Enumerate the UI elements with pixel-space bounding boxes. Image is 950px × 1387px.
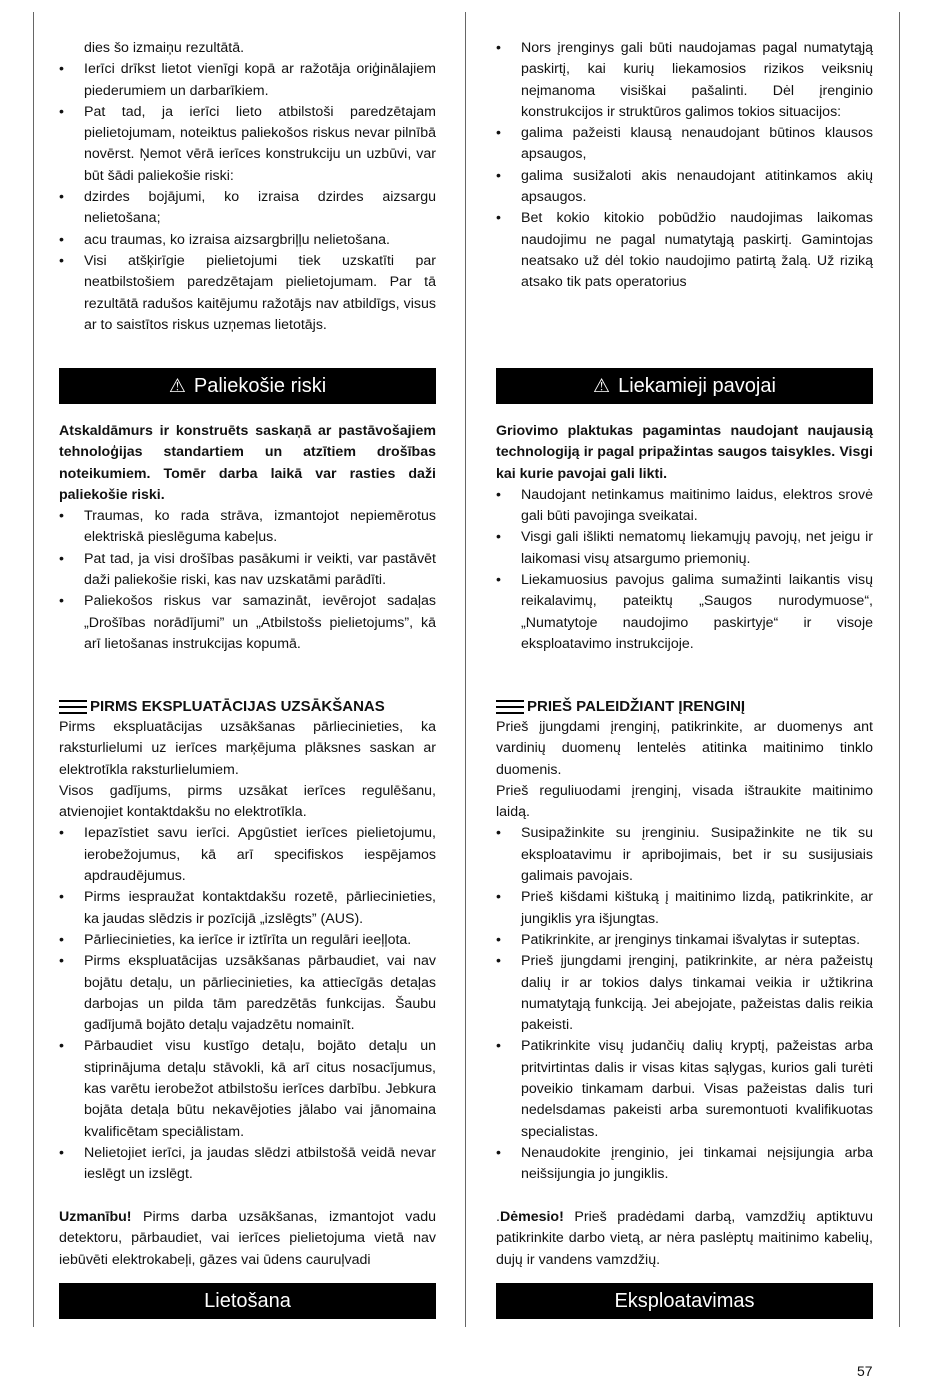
list-item: • Bet kokio kitokio pobūdžio naudojimas laikomas naudojimu ne pagal numatytąją paskirtį. Gamintojas neatsako už dėl tokio naudojimo patirtą žalą. Už riziką atsako tik pats operatorius [496,208,873,293]
section-heading [496,696,873,717]
list-item: • galima pažeisti klausą nenaudojant būtinos klausos apsaugos, [496,123,873,166]
left-intro [59,38,436,336]
section-paragraph: Visos gadījums, pirms uzsākat ierīces regulēšanu, atvienojiet kontaktdakšu no elektrotīkla. [59,782,436,821]
list-item: • Traumas, ko rada strāva, izmantojot nepiemērotus elektriskā pieslēguma kabeļus. [59,506,436,549]
list-item: • Pārliecinieties, ka ierīce ir iztīrīta un regulāri ieeļļota. [59,930,436,951]
residual-dangers-banner [496,368,873,404]
list-item: • galima susižaloti akis nenaudojant atitinkamos akių apsaugos. [496,166,873,209]
section-title: PRIEŠ PALEIDŽIANT ĮRENGINĮ [527,698,746,715]
warning-triangle-icon: ⚠ [593,376,611,397]
list-item: • Naudojant netinkamus maitinimo laidus, elektros srovė gali būti pavojinga sveikatai. [496,485,873,528]
section-list [496,823,873,1185]
list-item: • dzirdes bojājumi, ko izraisa dzirdes aizsargu nelietošana; [59,187,436,230]
list-item: • Patikrinkite visų judančių dalių kryptį, pažeistas arba pritvirtintas dalis ir visas kitas sąlygas, kurios gali turėti poveikio tinkamam darbui. Visas pažeistas dalis turi nedelsdamas pakeisti arba suremontuoti kvalifikuotas specialistas. [496,1036,873,1142]
list-item: • Prieš įjungdami įrenginį, patikrinkite, ar nėra pažeistų dalių ir ar tokios dalys tinkamai veikia ir užtikrina numatytąją funkciją. Jei abejojate, pažeistas dalis reikia pakeisti. [496,951,873,1036]
section-paragraph: Prieš reguliuodami įrenginį, visada ištraukite maitinimo laidą. [496,782,873,821]
banner-title: Paliekošie riski [193,375,327,397]
left-before-operation [59,696,436,1186]
section-list [59,823,436,1185]
section-lines-icon [59,700,87,714]
maintenance-banner [496,1283,873,1319]
banner-title: Lietošana [204,1290,291,1312]
right-warning [496,1207,873,1271]
warning-label: Uzmanību! [59,1209,132,1225]
section-lines-icon [496,700,524,714]
list-item: • Liekamuosius pavojus galima sumažinti laikantis visų reikalavimų, pateiktų „Saugos nurodymuose“, „Numatytoje naudojimo paskirtyje“ ir visoje eksploatavimo instrukcijoje. [496,570,873,655]
list-item: • Pārbaudiet visu kustīgo detaļu, bojāto detaļu un stiprinājuma detaļu stāvokli, kā arī citus nosacījumus, kas varētu ierobežot atbilstošu ierīces darbību. Jebkura bojāta detaļa būtu nekavējoties jālabo vai jānomaina kvalificētam speciālistam. [59,1036,436,1142]
section-heading [59,696,436,717]
left-warning [59,1207,436,1271]
list-item: • Patikrinkite, ar įrenginys tinkamai išvalytas ir suteptas. [496,930,873,951]
warning-paragraph [496,1207,873,1271]
warning-paragraph [59,1207,436,1271]
warning-text: Pirms darba uzsākšanas, izmantojot vadu detektoru, pārbaudiet, vai ierīces pielietojuma vietā nav iebūvēti elektrokabeļi, gāzes vai ūdens cauruļvadi [59,1209,436,1268]
list-item: • Ierīci drīkst lietot vienīgi kopā ar ražotāja oriģinālajiem piederumiem un darbarīkiem. [59,59,436,102]
list-item: • Iepazīstiet savu ierīci. Apgūstiet ierīces pielietojumu, ierobežojumus, kā arī specifiskos iespējamos apdraudējumus. [59,823,436,887]
list-item: • Paliekošos riskus var samazināt, ievērojot sadaļas „Drošības norādījumi” un „Atbilstošs pielietojums”, kā arī lietošanas instrukcijas kopumā. [59,591,436,655]
risk-list [59,506,436,655]
list-item: • acu traumas, ko izraisa aizsargbriļļu nelietošana. [59,230,436,251]
risk-intro: Griovimo plaktukas pagamintas naudojant naujausią technologiją ir pagal pripažintas saugos taisykles. Visgi kai kurie pavojai gali likti. [496,423,873,482]
warning-label: Dėmesio! [499,1209,564,1225]
list-item: • Nors įrenginys gali būti naudojamas pagal numatytąją paskirtį, kai kurių liekamosios rizikos veiksnių neįmanoma visiškai pašalinti. Dėl įrenginio konstrukcijos ir struktūros galimos tokios situacijos: [496,38,873,123]
list-item: • Visgi gali išlikti nematomų liekamųjų pavojų, net jeigu ir laikomasi visų atsargumo priemonių. [496,527,873,570]
warning-text: Prieš pradėdami darbą, vamzdžių aptiktuvu patikrinkite darbo vietą, ar nėra paslėptų maitinimo kabelių, dujų ir vandens vamzdžių. [496,1209,873,1268]
section-paragraph: Prieš įjungdami įrenginį, patikrinkite, ar duomenys ant vardinių duomenų lentelės atitinka maitinimo tinklo duomenis. [496,719,873,778]
list-item: • Nelietojiet ierīci, ja jaudas slēdzi atbilstošā veidā nevar ieslēgt un izslēgt. [59,1143,436,1186]
list-item: • Visi atšķirīgie pielietojumi tiek uzskatīti par neatbilstošiem paredzētajam pielietojumam. Par tā rezultātā radušos kaitējumu ražotājs nav atbildīgs, visus ar to saistītos riskus uzņemas lietotājs. [59,251,436,336]
list-item: • Prieš kišdami kištuką į maitinimo lizdą, patikrinkite, ar jungiklis yra išjungtas. [496,887,873,930]
warning-triangle-icon: ⚠ [168,376,186,397]
section-paragraph: Pirms ekspluatācijas uzsākšanas pārliecinieties, ka raksturlielumi uz ierīces marķējuma plāksnes saskan ar elektrotīkla raksturlielumiem. [59,719,436,778]
usage-banner [59,1283,436,1319]
intro-continuation: dies šo izmaiņu rezultātā. [84,40,245,56]
right-margin-rule [899,12,900,1327]
page-number: 57 [857,1363,873,1379]
intro-list [59,59,436,336]
risk-list [496,485,873,655]
risk-intro: Atskaldāmurs ir konstruēts saskaņā ar pastāvošajiem tehnoloģijas standartiem un atzītiem drošības noteikumiem. Tomēr darba laikā var rasties daži paliekošie riski. [59,423,436,503]
list-item: • Pat tad, ja ierīci lieto atbilstoši paredzētajam pielietojumam, noteiktus paliekošos riskus nevar pilnībā novērst. Ņemot vērā ierīces konstrukciju un uzbūvi, var būt šādi paliekošie riski: [59,102,436,187]
banner-title: Eksploatavimas [614,1290,755,1312]
intro-list [496,38,873,294]
list-item: • Pirms iespraužat kontaktdakšu rozetē, pārliecinieties, ka jaudas slēdzis ir pozīcijā „izslēgts” (AUS). [59,887,436,930]
right-before-start [496,696,873,1186]
banner-title: Liekamieji pavojai [618,375,776,397]
warning-prefix: . [496,1209,500,1225]
section-title: PIRMS EKSPLUATĀCIJAS UZSĀKŠANAS [90,698,385,715]
list-item: • Nenaudokite įrenginio, jei tinkamai neįsijungia arba neišsijungia jo jungiklis. [496,1143,873,1186]
left-risks [59,421,436,655]
residual-risks-banner [59,368,436,404]
left-margin-rule [33,12,34,1327]
list-item: • Pat tad, ja visi drošības pasākumi ir veikti, var pastāvēt daži paliekošie riski, kas nav uzskatāmi parādīti. [59,549,436,592]
right-risks [496,421,873,655]
list-item: • Pirms ekspluatācijas uzsākšanas pārbaudiet, vai nav bojātu detaļu, un pārliecinieties, ka attiecīgās detaļas darbojas un pilda tām paredzētās funkcijas. Šaubu gadījumā bojāto detaļu vajadzētu nomainīt. [59,951,436,1036]
center-column-rule [465,12,466,1327]
list-item: • Susipažinkite su įrenginiu. Susipažinkite ne tik su eksploatavimu ir apribojimais, bet ir su susijusiais galimais pavojais. [496,823,873,887]
right-intro [496,38,873,294]
